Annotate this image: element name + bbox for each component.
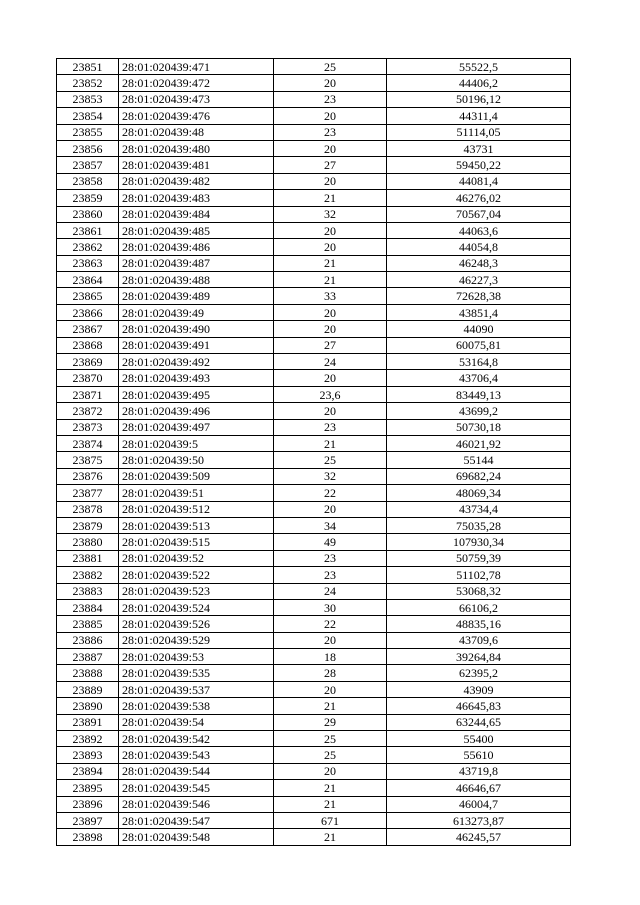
row-number-cell: 23863 [57, 255, 119, 271]
value-cell: 55400 [387, 731, 571, 747]
row-number-cell: 23872 [57, 403, 119, 419]
table-row [57, 534, 571, 550]
cadastral-number-cell: 28:01:020439:491 [119, 337, 274, 353]
table-body [57, 59, 571, 846]
table-row [57, 173, 571, 189]
table-row [57, 190, 571, 206]
value-cell: 51102,78 [387, 567, 571, 583]
cadastral-number-cell: 28:01:020439:547 [119, 812, 274, 828]
value-cell: 66106,2 [387, 599, 571, 615]
row-number-cell: 23877 [57, 485, 119, 501]
table-row [57, 435, 571, 451]
row-number-cell: 23891 [57, 714, 119, 730]
cadastral-number-cell: 28:01:020439:509 [119, 468, 274, 484]
area-cell: 20 [274, 239, 387, 255]
row-number-cell: 23864 [57, 272, 119, 288]
row-number-cell: 23859 [57, 190, 119, 206]
row-number-cell: 23893 [57, 747, 119, 763]
area-cell: 30 [274, 599, 387, 615]
area-cell: 24 [274, 354, 387, 370]
row-number-cell: 23880 [57, 534, 119, 550]
table-row [57, 255, 571, 271]
cadastral-number-cell: 28:01:020439:50 [119, 452, 274, 468]
table-row [57, 812, 571, 828]
cadastral-number-cell: 28:01:020439:487 [119, 255, 274, 271]
table-row [57, 485, 571, 501]
row-number-cell: 23896 [57, 796, 119, 812]
row-number-cell: 23875 [57, 452, 119, 468]
row-number-cell: 23879 [57, 517, 119, 533]
area-cell: 671 [274, 812, 387, 828]
cadastral-number-cell: 28:01:020439:48 [119, 124, 274, 140]
area-cell: 20 [274, 108, 387, 124]
cadastral-number-cell: 28:01:020439:473 [119, 91, 274, 107]
row-number-cell: 23885 [57, 616, 119, 632]
row-number-cell: 23857 [57, 157, 119, 173]
cadastral-number-cell: 28:01:020439:486 [119, 239, 274, 255]
value-cell: 55144 [387, 452, 571, 468]
table-row [57, 337, 571, 353]
table-row [57, 239, 571, 255]
cadastral-number-cell: 28:01:020439:482 [119, 173, 274, 189]
table-row [57, 386, 571, 402]
table-row [57, 140, 571, 156]
value-cell: 46021,92 [387, 435, 571, 451]
area-cell: 20 [274, 403, 387, 419]
value-cell: 43699,2 [387, 403, 571, 419]
area-cell: 20 [274, 140, 387, 156]
area-cell: 21 [274, 796, 387, 812]
table-row [57, 108, 571, 124]
value-cell: 107930,34 [387, 534, 571, 550]
row-number-cell: 23858 [57, 173, 119, 189]
value-cell: 46227,3 [387, 272, 571, 288]
table-row [57, 419, 571, 435]
table-row [57, 370, 571, 386]
area-cell: 20 [274, 370, 387, 386]
row-number-cell: 23873 [57, 419, 119, 435]
cadastral-number-cell: 28:01:020439:543 [119, 747, 274, 763]
table-row [57, 698, 571, 714]
cadastral-number-cell: 28:01:020439:492 [119, 354, 274, 370]
row-number-cell: 23868 [57, 337, 119, 353]
cadastral-number-cell: 28:01:020439:49 [119, 304, 274, 320]
table-row [57, 583, 571, 599]
area-cell: 23 [274, 550, 387, 566]
row-number-cell: 23884 [57, 599, 119, 615]
value-cell: 69682,24 [387, 468, 571, 484]
table-row [57, 468, 571, 484]
area-cell: 23 [274, 419, 387, 435]
value-cell: 43909 [387, 681, 571, 697]
table-row [57, 304, 571, 320]
area-cell: 23 [274, 567, 387, 583]
area-cell: 23,6 [274, 386, 387, 402]
area-cell: 25 [274, 452, 387, 468]
area-cell: 21 [274, 780, 387, 796]
cadastral-number-cell: 28:01:020439:52 [119, 550, 274, 566]
table-row [57, 780, 571, 796]
row-number-cell: 23851 [57, 59, 119, 75]
area-cell: 25 [274, 747, 387, 763]
row-number-cell: 23897 [57, 812, 119, 828]
value-cell: 44054,8 [387, 239, 571, 255]
row-number-cell: 23886 [57, 632, 119, 648]
row-number-cell: 23856 [57, 140, 119, 156]
table-row [57, 124, 571, 140]
area-cell: 20 [274, 632, 387, 648]
value-cell: 60075,81 [387, 337, 571, 353]
area-cell: 22 [274, 616, 387, 632]
value-cell: 51114,05 [387, 124, 571, 140]
value-cell: 55522,5 [387, 59, 571, 75]
area-cell: 32 [274, 206, 387, 222]
value-cell: 75035,28 [387, 517, 571, 533]
cadastral-number-cell: 28:01:020439:472 [119, 75, 274, 91]
cadastral-number-cell: 28:01:020439:512 [119, 501, 274, 517]
table-row [57, 354, 571, 370]
row-number-cell: 23883 [57, 583, 119, 599]
cadastral-number-cell: 28:01:020439:476 [119, 108, 274, 124]
table-row [57, 91, 571, 107]
table-row [57, 517, 571, 533]
row-number-cell: 23869 [57, 354, 119, 370]
value-cell: 43706,4 [387, 370, 571, 386]
value-cell: 43709,6 [387, 632, 571, 648]
row-number-cell: 23876 [57, 468, 119, 484]
cadastral-number-cell: 28:01:020439:493 [119, 370, 274, 386]
area-cell: 25 [274, 59, 387, 75]
area-cell: 20 [274, 173, 387, 189]
table-row [57, 649, 571, 665]
row-number-cell: 23895 [57, 780, 119, 796]
table-row [57, 567, 571, 583]
value-cell: 46004,7 [387, 796, 571, 812]
row-number-cell: 23888 [57, 665, 119, 681]
cadastral-number-cell: 28:01:020439:496 [119, 403, 274, 419]
cadastral-number-cell: 28:01:020439:537 [119, 681, 274, 697]
cadastral-number-cell: 28:01:020439:523 [119, 583, 274, 599]
table-row [57, 829, 571, 845]
row-number-cell: 23853 [57, 91, 119, 107]
cadastral-number-cell: 28:01:020439:483 [119, 190, 274, 206]
row-number-cell: 23860 [57, 206, 119, 222]
value-cell: 62395,2 [387, 665, 571, 681]
value-cell: 48069,34 [387, 485, 571, 501]
row-number-cell: 23892 [57, 731, 119, 747]
area-cell: 33 [274, 288, 387, 304]
table-row [57, 616, 571, 632]
area-cell: 27 [274, 157, 387, 173]
cadastral-number-cell: 28:01:020439:529 [119, 632, 274, 648]
area-cell: 49 [274, 534, 387, 550]
cadastral-number-cell: 28:01:020439:480 [119, 140, 274, 156]
value-cell: 50196,12 [387, 91, 571, 107]
row-number-cell: 23862 [57, 239, 119, 255]
value-cell: 83449,13 [387, 386, 571, 402]
area-cell: 24 [274, 583, 387, 599]
table-row [57, 714, 571, 730]
area-cell: 21 [274, 190, 387, 206]
cadastral-number-cell: 28:01:020439:546 [119, 796, 274, 812]
table-row [57, 501, 571, 517]
area-cell: 23 [274, 124, 387, 140]
cadastral-number-cell: 28:01:020439:538 [119, 698, 274, 714]
area-cell: 27 [274, 337, 387, 353]
row-number-cell: 23871 [57, 386, 119, 402]
row-number-cell: 23882 [57, 567, 119, 583]
value-cell: 72628,38 [387, 288, 571, 304]
table-row [57, 731, 571, 747]
value-cell: 48835,16 [387, 616, 571, 632]
table-row [57, 59, 571, 75]
cadastral-number-cell: 28:01:020439:548 [119, 829, 274, 845]
row-number-cell: 23890 [57, 698, 119, 714]
row-number-cell: 23874 [57, 435, 119, 451]
cadastral-number-cell: 28:01:020439:513 [119, 517, 274, 533]
cadastral-number-cell: 28:01:020439:535 [119, 665, 274, 681]
area-cell: 34 [274, 517, 387, 533]
value-cell: 43734,4 [387, 501, 571, 517]
value-cell: 44406,2 [387, 75, 571, 91]
value-cell: 46276,02 [387, 190, 571, 206]
value-cell: 55610 [387, 747, 571, 763]
value-cell: 44090 [387, 321, 571, 337]
table-row [57, 550, 571, 566]
cadastral-number-cell: 28:01:020439:526 [119, 616, 274, 632]
area-cell: 28 [274, 665, 387, 681]
row-number-cell: 23855 [57, 124, 119, 140]
value-cell: 44081,4 [387, 173, 571, 189]
row-number-cell: 23854 [57, 108, 119, 124]
cadastral-number-cell: 28:01:020439:515 [119, 534, 274, 550]
cadastral-number-cell: 28:01:020439:485 [119, 222, 274, 238]
cadastral-number-cell: 28:01:020439:488 [119, 272, 274, 288]
area-cell: 29 [274, 714, 387, 730]
row-number-cell: 23894 [57, 763, 119, 779]
area-cell: 20 [274, 501, 387, 517]
value-cell: 43731 [387, 140, 571, 156]
value-cell: 39264,84 [387, 649, 571, 665]
cadastral-number-cell: 28:01:020439:524 [119, 599, 274, 615]
value-cell: 43851,4 [387, 304, 571, 320]
row-number-cell: 23898 [57, 829, 119, 845]
area-cell: 21 [274, 829, 387, 845]
value-cell: 44311,4 [387, 108, 571, 124]
cadastral-number-cell: 28:01:020439:5 [119, 435, 274, 451]
value-cell: 43719,8 [387, 763, 571, 779]
value-cell: 46646,67 [387, 780, 571, 796]
row-number-cell: 23852 [57, 75, 119, 91]
cadastral-number-cell: 28:01:020439:490 [119, 321, 274, 337]
cadastral-number-cell: 28:01:020439:484 [119, 206, 274, 222]
value-cell: 46245,57 [387, 829, 571, 845]
value-cell: 70567,04 [387, 206, 571, 222]
area-cell: 20 [274, 681, 387, 697]
table-row [57, 321, 571, 337]
cadastral-number-cell: 28:01:020439:497 [119, 419, 274, 435]
area-cell: 20 [274, 75, 387, 91]
area-cell: 21 [274, 255, 387, 271]
value-cell: 59450,22 [387, 157, 571, 173]
area-cell: 20 [274, 222, 387, 238]
value-cell: 46248,3 [387, 255, 571, 271]
area-cell: 23 [274, 91, 387, 107]
cadastral-number-cell: 28:01:020439:545 [119, 780, 274, 796]
value-cell: 53068,32 [387, 583, 571, 599]
value-cell: 46645,83 [387, 698, 571, 714]
area-cell: 20 [274, 321, 387, 337]
table-row [57, 796, 571, 812]
cadastral-number-cell: 28:01:020439:495 [119, 386, 274, 402]
cadastral-number-cell: 28:01:020439:481 [119, 157, 274, 173]
row-number-cell: 23878 [57, 501, 119, 517]
area-cell: 18 [274, 649, 387, 665]
row-number-cell: 23867 [57, 321, 119, 337]
cadastral-number-cell: 28:01:020439:54 [119, 714, 274, 730]
cadastral-table [56, 58, 571, 846]
table-row [57, 665, 571, 681]
area-cell: 21 [274, 698, 387, 714]
table-row [57, 75, 571, 91]
table-row [57, 288, 571, 304]
table-row [57, 599, 571, 615]
row-number-cell: 23870 [57, 370, 119, 386]
table-row [57, 681, 571, 697]
cadastral-number-cell: 28:01:020439:522 [119, 567, 274, 583]
table-row [57, 272, 571, 288]
row-number-cell: 23881 [57, 550, 119, 566]
cadastral-number-cell: 28:01:020439:51 [119, 485, 274, 501]
cadastral-number-cell: 28:01:020439:544 [119, 763, 274, 779]
value-cell: 50730,18 [387, 419, 571, 435]
area-cell: 20 [274, 304, 387, 320]
area-cell: 20 [274, 763, 387, 779]
row-number-cell: 23865 [57, 288, 119, 304]
value-cell: 63244,65 [387, 714, 571, 730]
area-cell: 25 [274, 731, 387, 747]
cadastral-number-cell: 28:01:020439:542 [119, 731, 274, 747]
table-row [57, 763, 571, 779]
table-row [57, 206, 571, 222]
cadastral-number-cell: 28:01:020439:53 [119, 649, 274, 665]
table-row [57, 452, 571, 468]
cadastral-number-cell: 28:01:020439:489 [119, 288, 274, 304]
table-row [57, 157, 571, 173]
value-cell: 53164,8 [387, 354, 571, 370]
table-row [57, 747, 571, 763]
row-number-cell: 23861 [57, 222, 119, 238]
table-row [57, 222, 571, 238]
table-row [57, 403, 571, 419]
area-cell: 22 [274, 485, 387, 501]
value-cell: 613273,87 [387, 812, 571, 828]
row-number-cell: 23887 [57, 649, 119, 665]
value-cell: 50759,39 [387, 550, 571, 566]
row-number-cell: 23866 [57, 304, 119, 320]
cadastral-number-cell: 28:01:020439:471 [119, 59, 274, 75]
value-cell: 44063,6 [387, 222, 571, 238]
area-cell: 21 [274, 272, 387, 288]
row-number-cell: 23889 [57, 681, 119, 697]
area-cell: 21 [274, 435, 387, 451]
area-cell: 32 [274, 468, 387, 484]
table-row [57, 632, 571, 648]
